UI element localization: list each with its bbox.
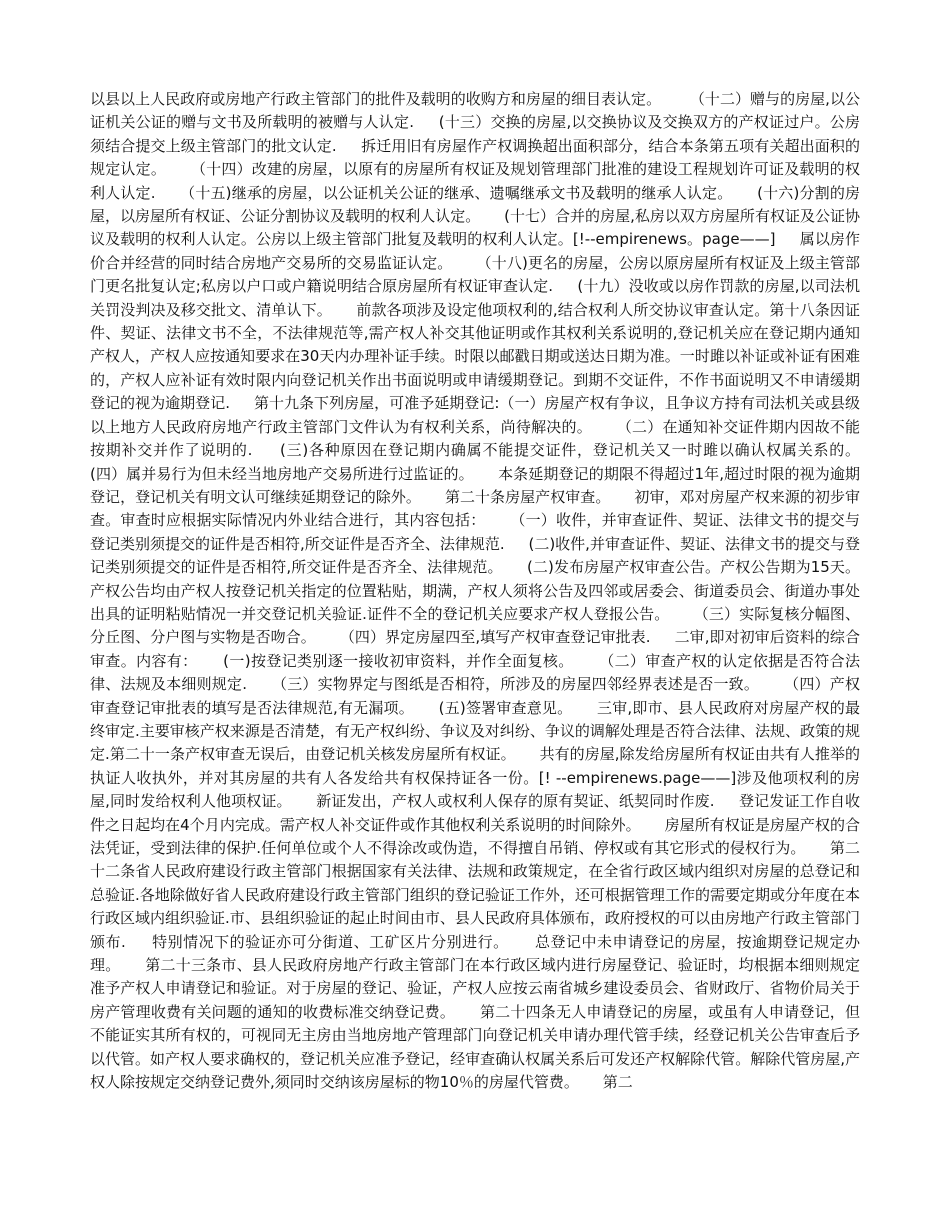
document-body-text: 以县以上人民政府或房地产行政主管部门的批件及载明的收购方和房屋的细目表认定。 （十二）赠与的房屋,以公证机关公证的赠与文书及所载明的被赠与人认定. (十三）交换的房屋,以交换协议及交换双方的产权证过户。公房须结合提交上级主管部门的批文认定. 拆迁用旧有房屋作产权调换超出面积部分，结合本条第五项有关超出面积的规定认定。 （十四）改建的房屋，以原有的房屋所有权证及规划管理部门批准的建设工程规划许可证及载明的权利人认定. （十五)继承的房屋，以公证机关公证的继承、遗嘱继承文书及载明的继承人认定。 (十六)分割的房屋，以房屋所有权证、公证分割协议及载明的权利人认定。 (十七）合并的房屋,私房以双方房屋所有权证及公证协议及载明的权利人认定。公房以上级主管部门批复及载明的权利人认定。[!--empirenews。page——] 属以房作价合并经营的同时结合房地产交易所的交易监证认定。 （十八)更名的房屋，公房以原房屋所有权证及上级主管部门更名批复认定;私房以户口或户籍说明结合原房屋所有权证审查认定. (十九）没收或以房作罚款的房屋,以司法机关罚没判决及移交批文、清单认下。 前款各项涉及设定他项权利的,结合权利人所交协议审查认定。第十八条因证件、契证、法律文书不全，不法律规范等,需产权人补交其他证明或作其权利关系说明的,登记机关应在登记期内通知产权人，产权人应按通知要求在30天内办理补证手续。时限以邮戳日期或送达日期为准。一时雎以补证或补证有困难的，产权人应补证有效时限内向登记机关作出书面说明或申请缓期登记。到期不交证件，不作书面说明又不申请缓期登记的视为逾期登记. 第十九条下列房屋，可准予延期登记:（一）房屋产权有争议，且争议方持有司法机关或县级以上地方人民政府房地产行政主管部门文件认为有权利关系，尚待解决的。 （二）在通知补交证件期内因故不能按期补交并作了说明的. (三)各种原因在登记期内确属不能提交证件，登记机关又一时雎以确认权属关系的。 (四）属并易行为但未经当地房地产交易所进行过监证的。 本条延期登记的期限不得超过1年,超过时限的视为逾期登记，登记机关有明文认可继续延期登记的除外。 第二十条房屋产权审查。 初审，邓对房屋产权来源的初步审查。审查时应根据实际情况内外业结合进行，其内容包括： （一）收件，并审查证件、契证、法律文书的提交与登记类别须提交的证件是否相符,所交证件是否齐全、法律规范. (二)收件,并审查证件、契证、法律文书的提交与登记类别须提交的证件是否相符,所交证件是否齐全、法律规范。 (二)发布房屋产权审查公告。产权公告期为15天。产权公告均由产权人按登记机关指定的位置粘贴，期满，产权人须将公告及四邻或居委会、街道委员会、街道办事处出具的证明粘贴情况一并交登记机关验证.证件不全的登记机关应要求产权人登报公告。 （三）实际复核分幅图、分丘图、分户图与实物是否吻合。 （四）界定房屋四至,填写产权审查登记审批表. 二审,即对初审后资料的综合审查。内容有： (一)按登记类别逐一接收初审资料，并作全面复核。 （二）审查产权的认定依据是否符合法律、法规及本细则规定. （三）实物界定与图纸是否相符，所涉及的房屋四邻经界表述是否一致。 （四）产权审查登记审批表的填写是否法律规范,有无漏项。 (五)签署审查意见。 三审,即市、县人民政府对房屋产权的最终审定.主要审核产权来源是否清楚，有无产权纠纷、争议及对纠纷、争议的调解处理是否符合法律、法规、政策的规定.第二十一条产权审查无误后，由登记机关核发房屋所有权证。 共有的房屋,除发给房屋所有权证由共有人推举的执证人收执外，并对其房屋的共有人各发给共有权保持证各一份。[! --empirenews.page——]涉及他项权利的房屋,同时发给权利人他项权证。 新证发出，产权人或权利人保存的原有契证、纸契同时作废. 登记发证工作自收件之日起均在4个月内完成。需产权人补交证件或作其他权利关系说明的时间除外。 房屋所有权证是房屋产权的合法凭证，受到法律的保护.任何单位或个人不得涂改或伪造，不得擅自吊销、停权或有其它形式的侵权行为。 第二十二条省人民政府建设行政主管部门根据国家有关法律、法规和政策规定，在全省行政区域内组织对房屋的总登记和总验证.各地除做好省人民政府建设行政主管部门组织的登记验证工作外，还可根据管理工作的需要定期或分年度在本行政区域内组织验证.市、县组织验证的起止时间由市、县人民政府具体颁布，政府授权的可以由房地产行政主管部门颁布. 特别情况下的验证亦可分街道、工矿区片分别进行。 总登记中未申请登记的房屋，按逾期登记规定办理。 第二十三条市、县人民政府房地产行政主管部门在本行政区域内进行房屋登记、验证时，均根据本细则规定准予产权人申请登记和验证。对于房屋的登记、验证，产权人应按云南省城乡建设委员会、省财政厅、省物价局关于房产管理收费有关问题的通知的收费标准交纳登记费。 第二十四条无人申请登记的房屋，或虽有人申请登记，但不能证实其所有权的，可视同无主房由当地房地产管理部门向登记机关申请办理代管手续，经登记机关公告审查后予以代管。如产权人要求确权的，登记机关应准予登记，经审查确认权属关系后可发还产权解除代管。解除代管房屋,产权人除按规定交纳登记费外,须同时交纳该房屋标的物10％的房屋代管费。 第二: [90, 90, 884, 1092]
